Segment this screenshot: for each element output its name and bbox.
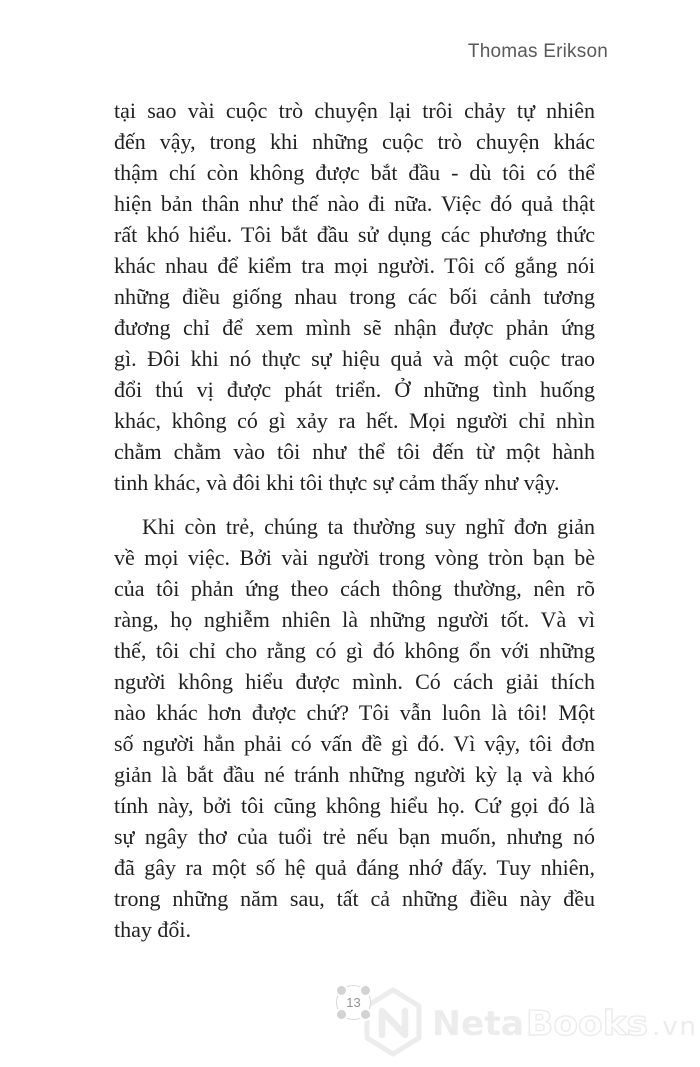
body-text xyxy=(114,95,595,945)
netabooks-logo-icon xyxy=(367,990,419,1054)
text-line: khác nhau để kiểm tra mọi người. Tôi cố gắng nói xyxy=(114,253,595,278)
text-line: khác, không có gì xảy ra hết. Mọi người chỉ nhìn xyxy=(114,408,595,433)
text-line: số người hẳn phải có vấn đề gì đó. Vì vậy, tôi đơn xyxy=(114,731,595,756)
text-line: người không hiểu được mình. Có cách giải thích xyxy=(114,669,595,694)
text-line: thế, tôi chỉ cho rằng có gì đó không ổn với những xyxy=(114,638,595,663)
text-line: giản là bắt đầu né tránh những người kỳ lạ và khó xyxy=(114,762,595,787)
text-line: sự ngây thơ của tuổi trẻ nếu bạn muốn, nhưng nó xyxy=(114,824,595,849)
text-line: tính này, bởi tôi cũng không hiểu họ. Cứ gọi đó là xyxy=(114,793,595,818)
ornament-dot xyxy=(337,986,346,995)
paragraph xyxy=(114,95,595,498)
watermark-brand-solid: Neta xyxy=(432,1004,524,1044)
text-line: tại sao vài cuộc trò chuyện lại trôi chảy tự nhiên xyxy=(114,98,595,123)
text-line: những điều giống nhau trong các bối cảnh tương xyxy=(114,284,595,309)
paragraph xyxy=(114,511,595,945)
watermark-tld: .vn xyxy=(652,1012,696,1042)
text-line: thay đổi. xyxy=(114,917,191,942)
text-line: thậm chí còn không được bắt đầu - dù tôi có thể xyxy=(114,160,595,185)
text-line: ràng, họ nghiễm nhiên là những người tốt. Và vì xyxy=(114,607,595,632)
text-line: đã gây ra một số hệ quả đáng nhớ đấy. Tuy nhiên, xyxy=(114,855,595,880)
text-line: rất khó hiểu. Tôi bắt đầu sử dụng các phương thức xyxy=(114,222,595,247)
text-line: chằm chằm vào tôi như thể tôi đến từ một hành xyxy=(114,439,595,464)
text-line: đến vậy, trong khi những cuộc trò chuyện khác xyxy=(114,129,595,154)
text-line: trong những năm sau, tất cả những điều này đều xyxy=(114,886,595,911)
running-header-author: Thomas Erikson xyxy=(467,41,608,62)
text-line: hiện bản thân như thế nào đi nữa. Việc đó quả thật xyxy=(114,191,595,216)
watermark-brand-outline: Books xyxy=(526,1004,648,1044)
text-line: gì. Đôi khi nó thực sự hiệu quả và một cuộc trao xyxy=(114,346,595,371)
page-number-ornament xyxy=(335,984,372,1021)
text-line: tinh khác, và đôi khi tôi thực sự cảm thấy như vậy. xyxy=(114,470,560,495)
ornament-dot xyxy=(337,1010,346,1019)
text-line: đương chỉ để xem mình sẽ nhận được phản ứng xyxy=(114,315,595,340)
text-line: của tôi phản ứng theo cách thông thường, nên rõ xyxy=(114,576,595,601)
ornament-dot xyxy=(361,1010,370,1019)
netabooks-watermark xyxy=(360,985,700,1063)
text-line: Khi còn trẻ, chúng ta thường suy nghĩ đơn giản xyxy=(142,514,595,539)
page-number: 13 xyxy=(346,995,361,1010)
text-line: đổi thú vị được phát triển. Ở những tình huống xyxy=(114,377,595,402)
text-line: nào khác hơn được chứ? Tôi vẫn luôn là tôi! Một xyxy=(114,700,595,725)
text-line: về mọi việc. Bởi vài người trong vòng tròn bạn bè xyxy=(114,545,595,570)
ornament-dot xyxy=(361,986,370,995)
